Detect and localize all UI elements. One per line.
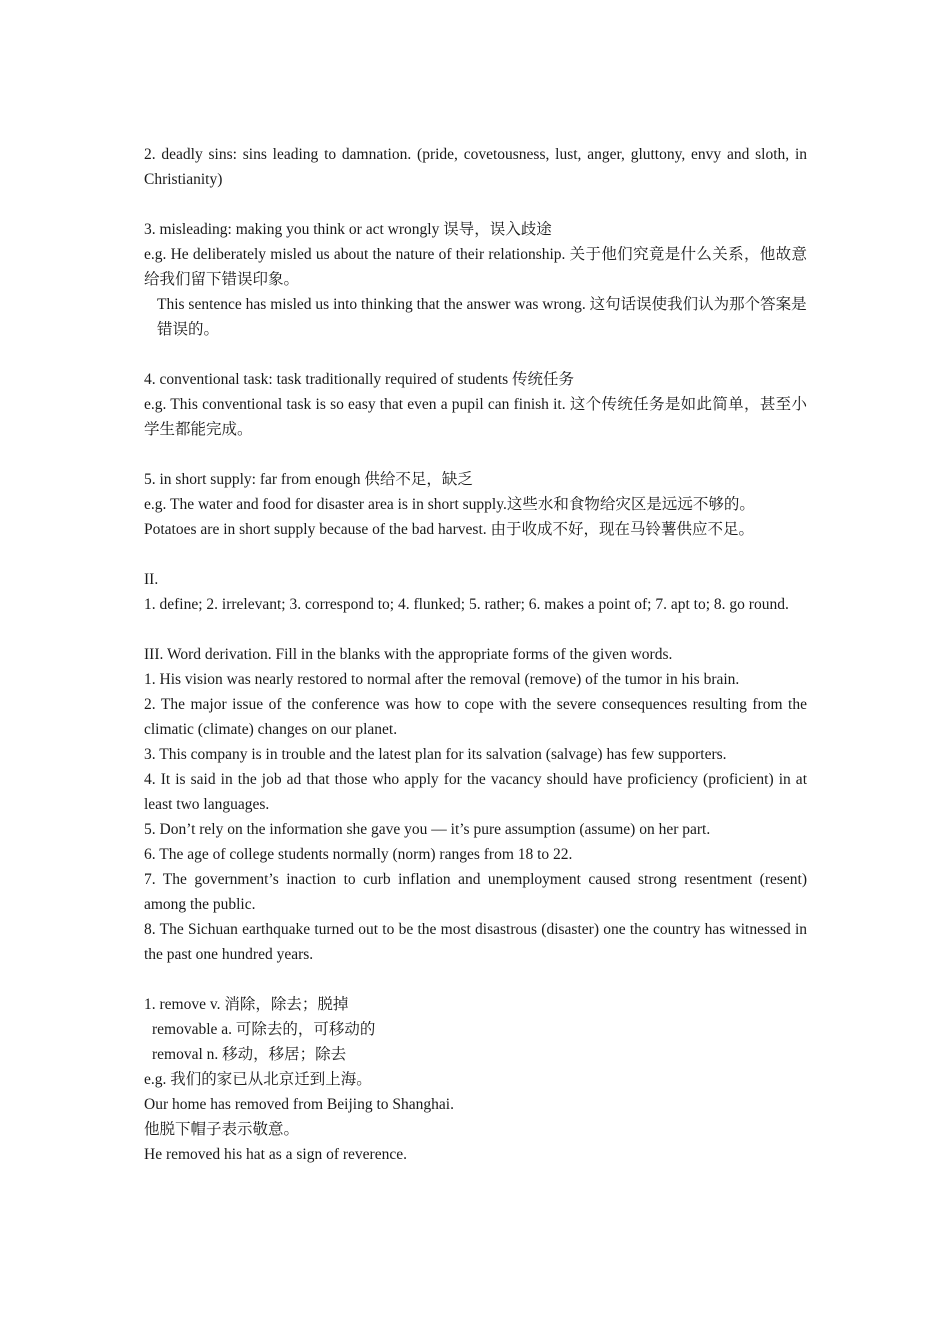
entry-short-supply-example-2: Potatoes are in short supply because of the bad harvest. 由于收成不好，现在马铃薯供应不足。 [144, 521, 755, 538]
note-example-chinese-1: e.g. 我们的家已从北京迁到上海。 [144, 1071, 372, 1088]
note-example-english-2: He removed his hat as a sign of reverence. [144, 1146, 407, 1163]
note-example-english-1: Our home has removed from Beijing to Shanghai. [144, 1096, 454, 1113]
note-example-chinese-2: 他脱下帽子表示敬意。 [144, 1121, 300, 1138]
section-iii-heading: III. Word derivation. Fill in the blanks with the appropriate forms of the given words. [144, 646, 673, 663]
entry-short-supply-example-1: e.g. The water and food for disaster area is in short supply.这些水和食物给灾区是远远不够的。 [144, 496, 755, 513]
spacer [144, 542, 807, 567]
entry-misleading-example-2: This sentence has misled us into thinking that the answer was wrong. 这句话误使我们认为那个答案是错误的。 [157, 296, 807, 338]
spacer [144, 192, 807, 217]
spacer [144, 442, 807, 467]
document-page [144, 142, 807, 1167]
section-iii-item: 4. It is said in the job ad that those who apply for the vacancy should have proficiency (proficient) in at least two languages. [144, 771, 807, 813]
section-iii-item: 7. The government’s inaction to curb inflation and unemployment caused strong resentment (resent) among the public. [144, 871, 807, 913]
entry-conventional-task: 4. conventional task: task traditionally required of students 传统任务 [144, 371, 575, 388]
entry-misleading-example-1: e.g. He deliberately misled us about the nature of their relationship. 关于他们究竟是什么关系，他故意给我们留下错误印象。 [144, 246, 807, 288]
section-iii-item: 5. Don’t rely on the information she gave you — it’s pure assumption (assume) on her part. [144, 821, 711, 838]
spacer [144, 967, 807, 992]
section-iii-item: 1. His vision was nearly restored to normal after the removal (remove) of the tumor in his brain. [144, 671, 740, 688]
note-remove: 1. remove v. 消除，除去；脱掉 [144, 996, 349, 1013]
note-removable: removable a. 可除去的，可移动的 [152, 1021, 376, 1038]
entry-conventional-task-example: e.g. This conventional task is so easy that even a pupil can finish it. 这个传统任务是如此简单，甚至小学生都能完成。 [144, 396, 807, 438]
section-iii-item: 3. This company is in trouble and the latest plan for its salvation (salvage) has few supporters. [144, 746, 727, 763]
entry-misleading: 3. misleading: making you think or act wrongly 误导，误入歧途 [144, 221, 552, 238]
entry-deadly-sins: 2. deadly sins: sins leading to damnation. (pride, covetousness, lust, anger, gluttony, envy and sloth, in Christianity) [144, 146, 807, 188]
spacer [144, 617, 807, 642]
spacer [144, 342, 807, 367]
section-iii-item: 2. The major issue of the conference was how to cope with the severe consequences resulting from the climatic (climate) changes on our planet. [144, 696, 807, 738]
section-ii-heading: II. [144, 571, 159, 588]
section-ii-answers: 1. define; 2. irrelevant; 3. correspond to; 4. flunked; 5. rather; 6. makes a point of; 7. apt to; 8. go round. [144, 596, 789, 613]
entry-short-supply: 5. in short supply: far from enough 供给不足，缺乏 [144, 471, 473, 488]
note-removal: removal n. 移动，移居；除去 [152, 1046, 347, 1063]
section-iii-item: 8. The Sichuan earthquake turned out to be the most disastrous (disaster) one the country has witnessed in the past one hundred years. [144, 921, 807, 963]
section-iii-item: 6. The age of college students normally (norm) ranges from 18 to 22. [144, 846, 573, 863]
